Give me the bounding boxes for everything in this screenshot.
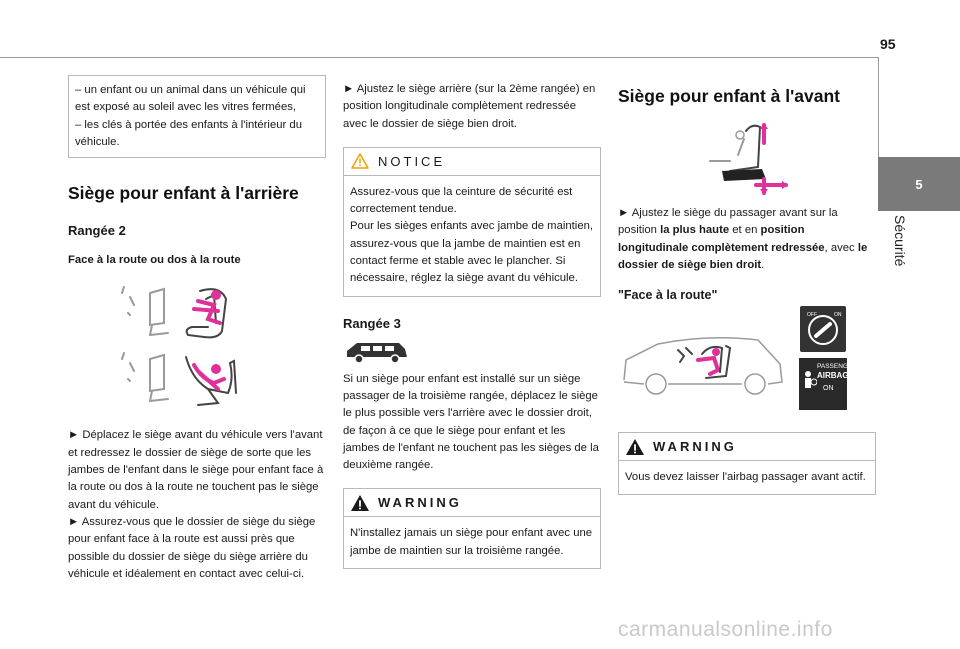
- notice-title: NOTICE: [378, 153, 446, 169]
- notice-box: [343, 147, 601, 297]
- intro-line-1: – un enfant ou un animal dans un véhicule qui est exposé au soleil avec les vitres fermées,: [75, 84, 306, 114]
- page-number: 95: [880, 36, 896, 52]
- warning-text-front: Vous devez laisser l'airbag passager avant actif.: [625, 471, 866, 484]
- front-seat-adjust-icon: [700, 121, 800, 195]
- airbag-indicator-line3: ON: [823, 385, 834, 393]
- warning-triangle-icon: [350, 494, 370, 512]
- column-3: [618, 75, 876, 495]
- passenger-airbag-indicator: [799, 358, 857, 410]
- front-seat-title: Siège pour enfant à l'avant: [618, 86, 840, 106]
- front-seat-illustration: [618, 121, 876, 195]
- car-side-child-seat-icon: [618, 330, 788, 400]
- van-illustration: [343, 339, 601, 365]
- warning-box-rear: [343, 488, 601, 569]
- row3-text: Si un siège pour enfant est installé sur un siège passager de la troisième rangée, déplacez le siège le plus possible vers l'arrière avec le dossier droit, de façon à ce que le siège pour enfant et les jambes de l'enfant ne touchent pas les sièges de la deuxième rangée.: [343, 372, 599, 472]
- row2-heading: Rangée 2: [68, 223, 126, 239]
- airbag-indicator-line2: AIRBAG: [817, 371, 849, 381]
- forward-facing-child-seat-icon: [122, 287, 226, 337]
- notice-triangle-icon: [350, 152, 370, 170]
- col2-instruction: ► Ajustez le siège arrière (sur la 2ème rangée) en position longitudinale complètement redressée avec le dossier de siège bien droit.: [343, 83, 596, 130]
- airbag-switch-on-label: ON: [834, 312, 842, 319]
- front-airbag-illustration: [618, 312, 876, 416]
- van-icon: [343, 339, 413, 365]
- airbag-key-switch-icon[interactable]: [794, 306, 852, 354]
- top-rule: [0, 57, 878, 58]
- seat-illustrations: [68, 283, 326, 411]
- intro-line-2: – les clés à portée des enfants à l'intérieur du véhicule.: [75, 118, 302, 148]
- warning-header-rear: [344, 489, 600, 517]
- col3-instruction: ► Ajustez le siège du passager avant sur la position la plus haute et en position longitudinale complètement redressée, avec le dossier de siège bien droit.: [618, 207, 868, 271]
- col1-instruction-2: ► Assurez-vous que le dossier de siège du siège pour enfant face à la route est aussi près que possible du dossier de siège du siège arrière du véhicule et idéalement en contact avec celui-ci.: [68, 515, 316, 580]
- warning-text-rear: N'installez jamais un siège pour enfant avec une jambe de maintien sur la troisième rangée.: [350, 527, 593, 557]
- airbag-person-icon: [801, 370, 817, 390]
- rear-seat-title: Siège pour enfant à l'arrière: [68, 183, 299, 204]
- column-1: [68, 75, 326, 583]
- airbag-indicator-line1: PASSENGER: [817, 363, 857, 371]
- notice-header: [344, 148, 600, 176]
- face-road-heading: "Face à la route": [618, 288, 718, 303]
- watermark: carmanualsonline.info: [618, 618, 833, 641]
- side-rule: [878, 57, 879, 157]
- warning-triangle-icon: [625, 438, 645, 456]
- warning-title-front: WARNING: [653, 439, 737, 455]
- col1-instruction-1: ► Déplacez le siège avant du véhicule vers l'avant et redressez le dossier de siège de sorte que les jambes de l'enfant dans le siège pour enfant face à la route ou dos à la route ne touchent pas le siège avant du véhicule.: [68, 429, 324, 511]
- warning-box-front: [618, 432, 876, 495]
- airbag-switch-off-label: OFF: [807, 312, 817, 319]
- notice-line-2: Pour les sièges enfants avec jambe de maintien, assurez-vous que la jambe de maintien est en contact ferme et stable avec le plancher. Si nécessaire, réglez la siège avant du véhicule.: [350, 220, 594, 285]
- chapter-tab[interactable]: 5: [878, 157, 960, 211]
- row3-heading: Rangée 3: [343, 315, 401, 331]
- row2-subheading: Face à la route ou dos à la route: [68, 254, 241, 267]
- column-2: [343, 75, 601, 569]
- rearward-facing-child-seat-icon: [122, 353, 236, 405]
- warning-header-front: [619, 433, 875, 461]
- forward-rearward-child-seat-illustration: [68, 283, 326, 411]
- notice-line-1: Assurez-vous que la ceinture de sécurité est correctement tendue.: [350, 185, 573, 216]
- warning-title-rear: WARNING: [378, 495, 462, 511]
- intro-box: [68, 75, 326, 158]
- chapter-label: Sécurité: [892, 215, 908, 267]
